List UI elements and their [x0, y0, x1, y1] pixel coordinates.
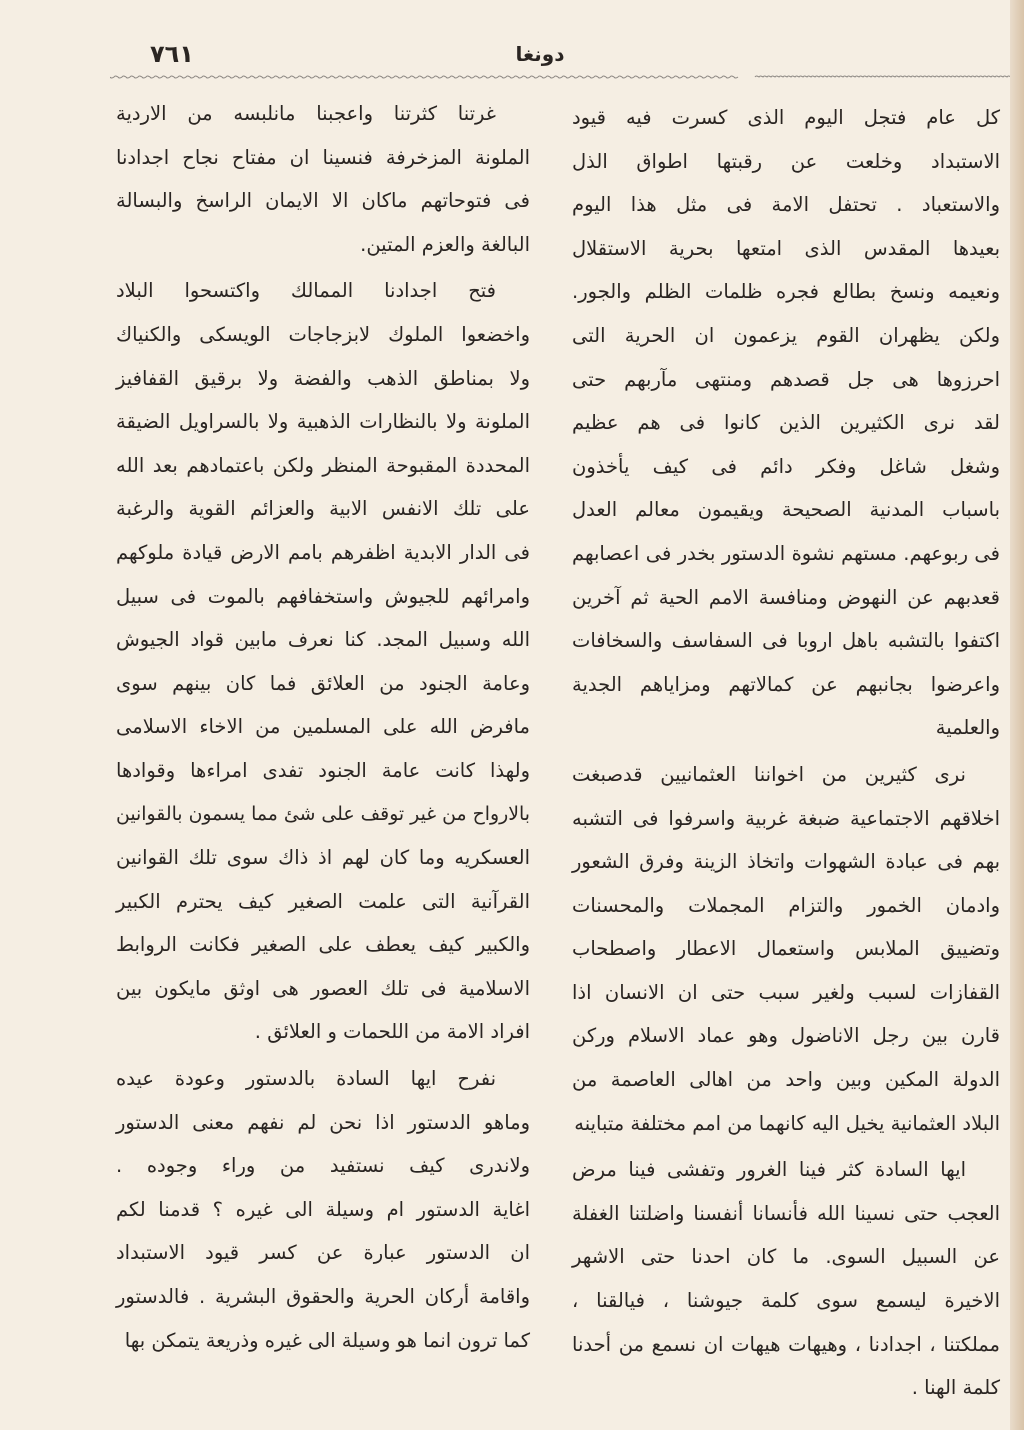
- paragraph: [116, 1057, 530, 1362]
- text-line: ونعيمه ونسخ بطالع فجره ظلمات الظلم والجور.: [572, 280, 1000, 304]
- text-line: مملكتنا ، اجدادنا ، وهيهات هيهات ان نسمع من أحدنا: [572, 1332, 1000, 1356]
- text-line: وتضييق الملابس واستعمال الاعطار واصطحاب: [572, 937, 1000, 961]
- text-line: قارن بين رجل الاناضول وهو عماد الاسلام وركن: [572, 1024, 1000, 1048]
- text-line: والكبير كيف يعطف على الصغير فكانت الروابط: [116, 933, 530, 957]
- text-line: واعرضوا بجانبهم عن كمالاتهم ومزاياهم الجدية: [572, 672, 1000, 696]
- text-line: اغاية الدستور ام وسيلة الى غيره ؟ قدمنا لكم: [116, 1197, 530, 1221]
- text-line: وادمان الخمور والتزام المجملات والمحسنات: [572, 893, 1000, 917]
- text-line: لقد نرى الكثيرين الذين كانوا فى هم عظيم: [572, 411, 1000, 435]
- text-line: كلمة الهنا .: [911, 1376, 1000, 1400]
- text-line: ولاندرى كيف نستفيد من وراء وجوده .: [116, 1154, 530, 1178]
- text-line: الاسلامية فى تلك العصور هى اوثق مايكون بين: [116, 976, 530, 1000]
- text-column-right: [572, 96, 1000, 1413]
- text-line: الاخيرة ليسمع سوى كلمة جيوشنا ، فيالقنا ،: [572, 1289, 1000, 1313]
- text-line: اخلاقهم الاجتماعية ضبغة غربية واسرفوا فى التشبه: [572, 806, 1000, 830]
- wavy-rule-right: [755, 76, 1010, 77]
- text-line: ايها السادة كثر فينا الغرور وتفشى فينا مرض: [572, 1158, 966, 1182]
- text-line: كما ترون انما هو وسيلة الى غيره وذريعة يتمكن بها: [124, 1328, 530, 1352]
- text-line: الملونة ولا بالنظارات الذهبية ولا بالسراويل الضيقة: [116, 410, 530, 434]
- text-line: والاستعباد . تحتفل الامة فى مثل هذا اليوم: [572, 193, 1000, 217]
- text-line: ولا بمناطق الذهب والفضة ولا برقيق القفافيز: [116, 366, 530, 390]
- text-line: عن السبيل السوى. ما كان احدنا حتى الاشهر: [572, 1245, 1000, 1269]
- text-line: الله وسبيل المجد. كنا نعرف مابين قواد الجيوش: [116, 628, 530, 652]
- text-line: القرآنية التى علمت الصغير كيف يحترم الكبير: [116, 889, 530, 913]
- text-line: كل عام فتجل اليوم الذى كسرت فيه قيود: [572, 106, 1000, 129]
- text-line: ولكن يظهران القوم يزعمون ان الحرية التى: [572, 323, 1000, 347]
- paragraph: [572, 753, 1000, 1145]
- paragraph: [116, 269, 530, 1054]
- text-line: غرتنا كثرتنا واعجبنا مانلبسه من الاردية: [116, 102, 496, 125]
- text-line: العسكريه وما كان لهم اذ ذاك سوى تلك القوانين: [116, 846, 530, 870]
- text-line: وشغل شاغل وفكر دائم فى كيف يأخذون: [572, 454, 1000, 478]
- text-line: واقامة أركان الحرية والحقوق البشرية . فالدستور: [116, 1285, 530, 1309]
- running-title: دونغا: [515, 42, 565, 66]
- text-line: نرى كثيرين من اخواننا العثمانيين قدصبغت: [572, 762, 966, 786]
- text-line: البالغة والعزم المتين.: [360, 232, 530, 256]
- text-line: مافرض الله على المسلمين من الاخاء الاسلامى: [116, 715, 530, 739]
- text-line: المحددة المقبوحة المنظر ولكن باعتمادهم بعد الله: [116, 453, 530, 477]
- text-line: الاستبداد وخلعت عن رقبتها اطواق الذل: [572, 149, 1000, 173]
- text-line: العجب حتى نسينا الله فأنسانا أنفسنا واضلتنا الغفلة: [572, 1201, 1000, 1225]
- text-line: باسباب المدنية الصحيحة ويقيمون معالم العدل: [572, 498, 1000, 522]
- text-line: فى الدار الابدية اظفرهم بامم الارض قيادة ملوكهم: [116, 540, 530, 564]
- text-line: ولهذا كانت عامة الجنود تفدى امراءها وقوادها: [116, 758, 530, 782]
- text-line: قعدبهم عن النهوض ومنافسة الامم الحية ثم آخرين: [572, 585, 1000, 609]
- text-line: الملونة المزخرفة فنسينا ان مفتاح نجاح اجدادنا: [116, 145, 530, 169]
- paragraph: [572, 96, 1000, 750]
- paragraph: [572, 1148, 1000, 1410]
- text-line: ان الدستور عبارة عن كسر قيود الاستبداد: [116, 1241, 530, 1265]
- text-line: فى فتوحاتهم ماكان الا الايمان الراسخ والبسالة: [116, 189, 530, 213]
- text-line: فى ربوعهم. مستهم نشوة الدستور بخدر فى اعصابهم: [572, 541, 1000, 565]
- text-line: وماهو الدستور اذا نحن لم نفهم معنى الدستور: [116, 1110, 530, 1134]
- text-line: احرزوها هى جل قصدهم ومنتهى مآربهم حتى: [572, 367, 1000, 391]
- text-line: القفازات لسبب ولغير سبب حتى ان الانسان اذا: [572, 980, 1000, 1004]
- text-line: بعيدها المقدس الذى امتعها بحرية الاستقلال: [572, 236, 1000, 260]
- text-line: وعامة الجنود من العلائق فما كان بينهم سوى: [116, 671, 530, 695]
- text-line: فتح اجدادنا الممالك واكتسحوا البلاد: [116, 279, 496, 303]
- paragraph: [116, 92, 530, 266]
- text-line: نفرح ايها السادة بالدستور وعودة عيده: [116, 1067, 496, 1091]
- text-line: البلاد العثمانية يخيل اليه كانهما من امم مختلفة متباينه: [574, 1111, 1000, 1135]
- text-line: بالارواح من غير توقف على شئ مما يسمون بالقوانين: [116, 802, 530, 825]
- wavy-rule-left: [110, 76, 738, 78]
- text-line: الدولة المكين وبين واحد من اهالى العاصمة من: [572, 1068, 1000, 1092]
- page-edge-shadow: [1010, 0, 1024, 1430]
- text-line: واخضعوا الملوك لابزجاجات الويسكى والكنياك: [116, 322, 530, 346]
- text-line: بهم فى عبادة الشهوات واتخاذ الزينة وفرق الشعور: [572, 850, 1000, 874]
- page-number: ٧٦١: [150, 40, 194, 68]
- text-column-left: [116, 92, 530, 1365]
- text-line: افراد الامة من اللحمات و العلائق .: [254, 1020, 530, 1044]
- text-line: وامرائهم للجيوش واستخفافهم بالموت فى سبيل: [116, 584, 530, 608]
- header-wavy-rule: [110, 72, 1010, 82]
- text-line: على تلك الانفس الابية والعزائم القوية والرغبة: [116, 497, 530, 521]
- text-line: والعلمية: [935, 716, 1000, 740]
- text-line: اكتفوا بالتشبه باهل اروبا فى السفاسف والسخافات: [572, 629, 1000, 653]
